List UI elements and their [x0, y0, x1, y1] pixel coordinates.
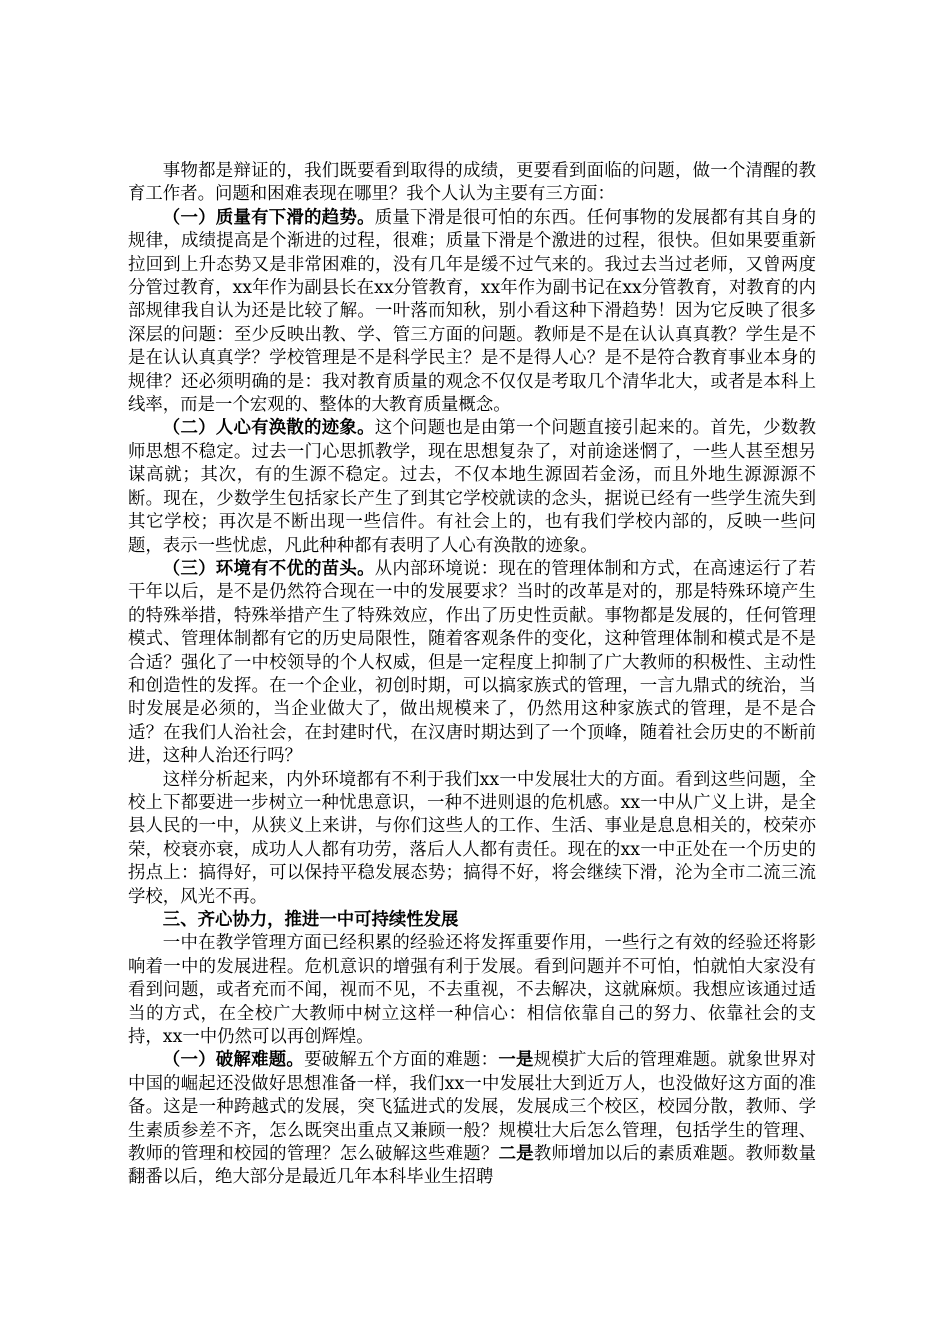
heading-morale: （二）人心有涣散的迹象。 [162, 418, 375, 439]
paragraph-solve-problems: （一）破解难题。要破解五个方面的难题：一是规模扩大后的管理难题。就象世界对中国的崛起还没做好思想准备一样，我们xx一中发展壮大到近万人，也没做好这方面的准备。这是一种跨越式的发展，突飞猛进式的发展，发展成三个校区，校园分散，教师、学生素质参差不齐，怎么既突出重点又兼顾一般？规模壮大后怎么管理，包括学生的管理、教师的管理和校园的管理？怎么破解这些难题？二是教师增加以后的素质难题。教师数量翻番以后，绝大部分是最近几年本科毕业生招聘 [128, 1050, 816, 1188]
section-heading-3: 三、齐心协力，推进一中可持续性发展 [162, 910, 459, 930]
paragraph-quality: （一）质量有下滑的趋势。质量下滑是很可怕的东西。任何事物的发展都有其自身的规律，成绩提高是个渐进的过程，很难；质量下滑是个激进的过程，很快。但如果要重新拉回到上升态势又是非常困难的，没有几年是缓不过气来的。我过去当过老师，又曾两度分管过教育，xx年作为副县长在xx分管教育，xx年作为副书记在xx分管教育，对教育的内部规律我自认为还是比较了解。一叶落而知秋，别小看这种下滑趋势！因为它反映了很多深层的问题：至少反映出教、学、管三方面的问题。教师是不是在认认真真教？学生是不是在认认真真学？学校管理是不是科学民主？是不是得人心？是不是符合教育事业本身的规律？还必须明确的是：我对教育质量的观念不仅仅是考取几个清华北大，或者是本科上线率，而是一个宏观的、整体的大教育质量概念。 [128, 207, 816, 416]
paragraph-morale: （二）人心有涣散的迹象。这个问题也是由第一个问题直接引起来的。首先，少数教师思想不稳定。过去一门心思抓教学，现在思想复杂了，对前途迷惘了，一些人甚至想另谋高就；其次，有的生源不稳定。过去，不仅本地生源固若金汤，而且外地生源源源不断。现在，少数学生包括家长产生了到其它学校就读的念头，据说已经有一些学生流失到其它学校；再次是不断出现一些信件。有社会上的，也有我们学校内部的，反映一些问题，表示一些忧虑，凡此种种都有表明了人心有涣散的迹象。 [128, 418, 816, 556]
heading-solve-problems: （一）破解难题。 [162, 1050, 305, 1071]
paragraph-experience: 一中在教学管理方面已经积累的经验还将发挥重要作用，一些行之有效的经验还将影响着一中的发展进程。危机意识的增强有利于发展。看到问题并不可怕，怕就怕大家没有看到问题，或者充而不闻，视而不见，不去重视，不去解决，这就麻烦。我想应该通过适当的方式，在全校广大教师中树立这样一种信心：相信依靠自己的努力、依靠社会的支持，xx一中仍然可以再创辉煌。 [128, 933, 816, 1048]
paragraph-environment: （三）环境有不优的苗头。从内部环境说：现在的管理体制和方式，在高速运行了若干年以后，是不是仍然符合现在一中的发展要求？当时的改革是对的，那是特殊环境产生的特殊举措，特殊举措产生了特殊效应，作出了历史性贡献。事物都是发展的，任何管理模式、管理体制都有它的历史局限性，随着客观条件的变化，这种管理体制和模式是不是合适？强化了一中校领导的个人权威，但是一定程度上抑制了广大教师的积极性、主动性和创造性的发挥。在一个企业，初创时期，可以搞家族式的管理，一言九鼎式的统治，当时发展是必须的，当企业做大了，做出规模来了，仍然用这种家族式的管理，是不是合适？在我们人治社会，在封建时代，在汉唐时期达到了一个顶峰，随着社会历史的不断前进，这种人治还行吗？ [128, 558, 816, 767]
heading-quality: （一）质量有下滑的趋势。 [162, 207, 375, 228]
heading-environment: （三）环境有不优的苗头。 [162, 558, 375, 579]
paragraph-analysis: 这样分析起来，内外环境都有不利于我们xx一中发展壮大的方面。看到这些问题，全校上下都要进一步树立一种忧患意识，一种不进则退的危机感。xx一中从广义上讲，是全县人民的一中，从狭义上来讲，与你们这些人的工作、生活、事业是息息相关的，校荣亦荣，校衰亦衰，成功人人都有功劳，落后人人都有责任。现在的xx一中正处在一个历史的拐点上：搞得好，可以保持平稳发展态势；搞得不好，将会继续下滑，沦为全市二流三流学校，风光不再。 [128, 769, 816, 907]
paragraph-intro: 事物都是辩证的，我们既要看到取得的成绩，更要看到面临的问题，做一个清醒的教育工作者。问题和困难表现在哪里？我个人认为主要有三方面： [128, 161, 816, 205]
document-body [128, 160, 816, 1190]
